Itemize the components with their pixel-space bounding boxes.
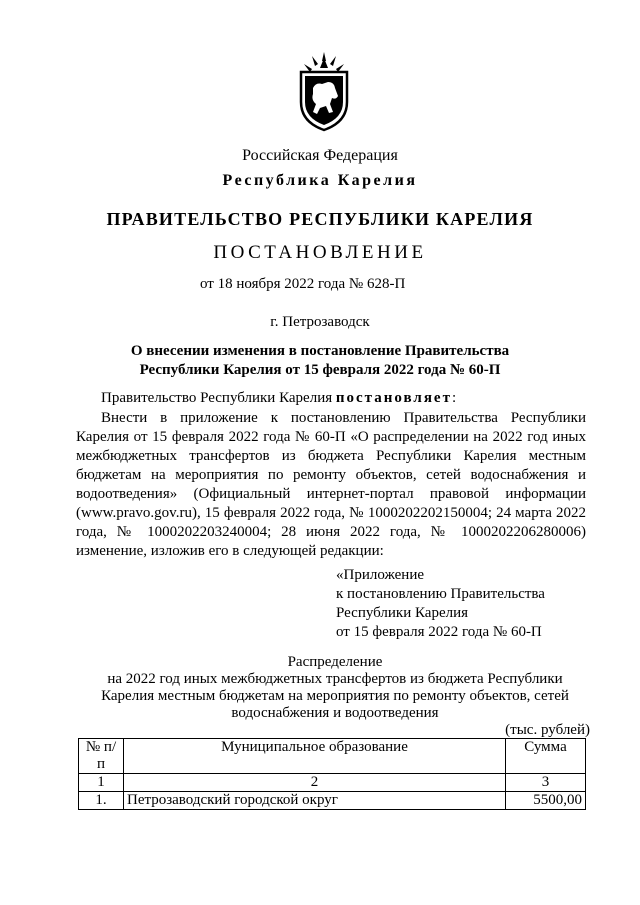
table-row [79, 792, 586, 810]
distribution-line-3: водоснабжения и водоотведения [231, 705, 439, 721]
appendix-line-1: «Приложение [336, 567, 425, 583]
distribution-line-2: Карелия местным бюджетам на мероприятия по ремонту объектов, сетей [101, 688, 569, 704]
republic-name: Республика Карелия [222, 172, 418, 189]
appendix-line-2: к постановлению Правительства [336, 586, 545, 602]
row-sum: 5500,00 [506, 792, 586, 810]
index-municipality: 2 [124, 774, 506, 792]
resolution-intro [101, 389, 586, 408]
header-num: № п/п [79, 739, 124, 774]
country-name: Российская Федерация [242, 147, 398, 164]
distribution-heading [80, 654, 590, 722]
government-name: ПРАВИТЕЛЬСТВО РЕСПУБЛИКИ КАРЕЛИЯ [106, 209, 534, 229]
row-municipality: Петрозаводский городской округ [124, 792, 506, 810]
title-line-2: Республики Карелия от 15 февраля 2022 года № 60-П [139, 362, 501, 378]
unit-label: (тыс. рублей) [505, 722, 590, 738]
table-index-row [79, 774, 586, 792]
appendix-reference [336, 566, 596, 642]
document-city: г. Петрозаводск [270, 314, 370, 330]
appendix-line-3: Республики Карелия [336, 605, 469, 621]
distribution-table [78, 738, 586, 810]
resolution-colon: : [451, 390, 457, 406]
resolution-paragraph: Внести в приложение к постановлению Правительства Республики Карелия от 15 февраля 2022 года № 60-П «О распределении на 2022 год иных межбюджетных трансфертов из бюджета Республики Карелия местным бюджетам на мероприятия по ремонту объектов, сетей водоснабжения и водоотведения» (Официальный интернет-портал правовой информации (www.pravo.gov.ru), 15 февраля 2022 года, № 1000202202150004; 24 марта 2022 года, № 1000202203240004; 28 июня 2022 года, № 1000202206280006) изменение, изложив его в следующей редакции: [76, 410, 586, 559]
document-title [0, 342, 640, 380]
index-sum: 3 [506, 774, 586, 792]
resolution-verb: постановляет [335, 390, 452, 406]
row-num: 1. [79, 792, 124, 810]
distribution-line-1: на 2022 год иных межбюджетных трансфертов из бюджета Республики [107, 671, 563, 687]
distribution-title: Распределение [287, 654, 383, 670]
appendix-line-4: от 15 февраля 2022 года № 60-П [336, 624, 542, 640]
document-type: ПОСТАНОВЛЕНИЕ [213, 242, 427, 263]
header-municipality: Муниципальное образование [124, 739, 506, 774]
coat-of-arms-karelia-emblem [298, 52, 350, 132]
document-date-number: от 18 ноября 2022 года № 628-П [200, 276, 406, 292]
header-sum: Сумма [506, 739, 586, 774]
table-header-row [79, 739, 586, 774]
resolution-intro-text: Правительство Республики Карелия [101, 390, 336, 406]
index-num: 1 [79, 774, 124, 792]
title-line-1: О внесении изменения в постановление Правительства [130, 343, 510, 359]
